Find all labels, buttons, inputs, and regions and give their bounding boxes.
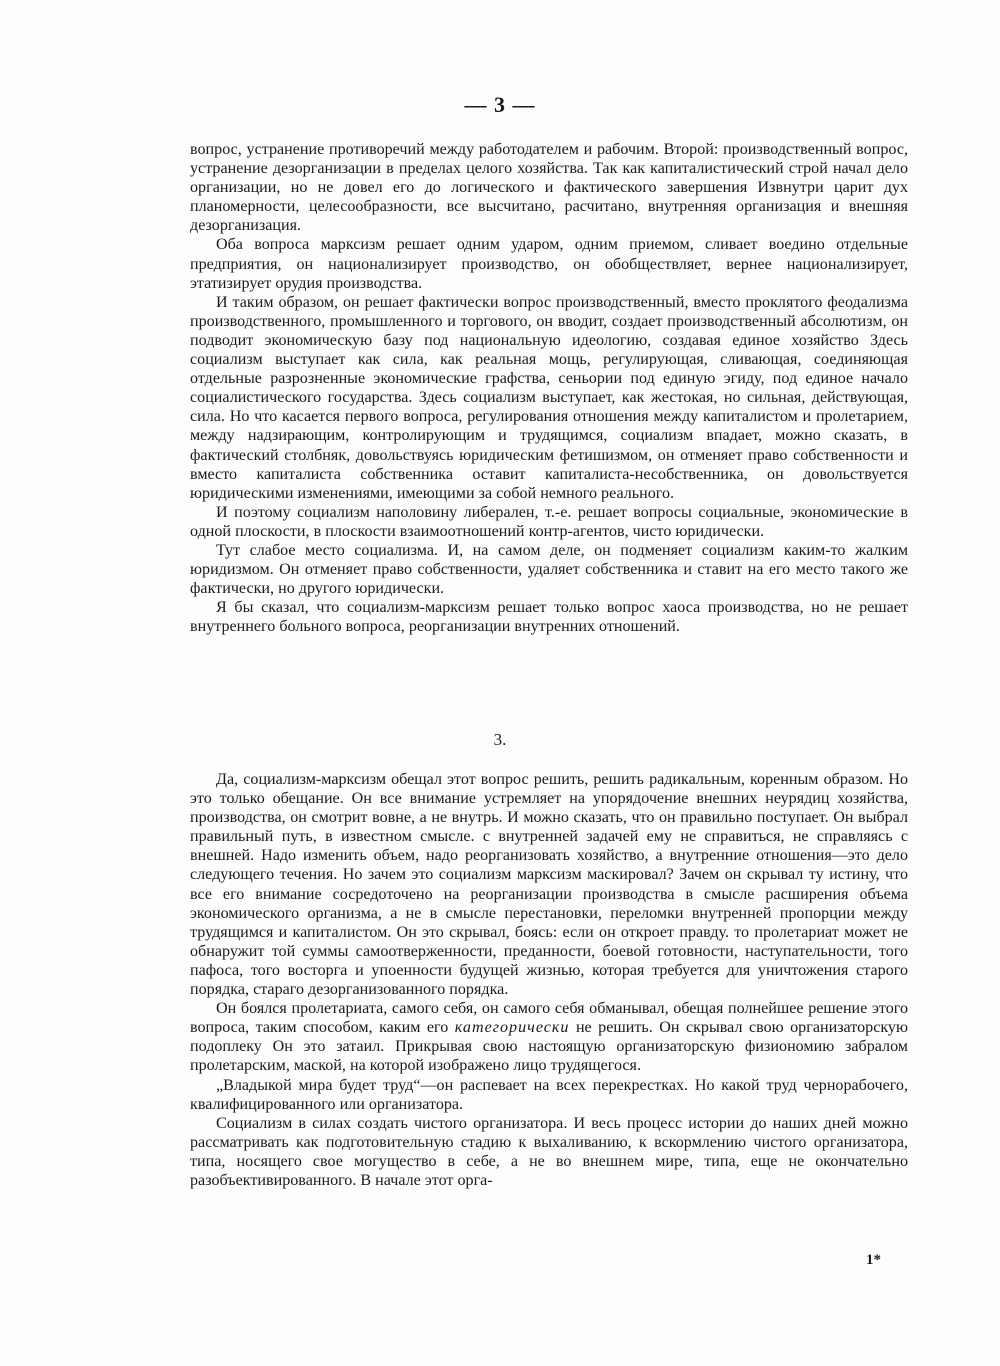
paragraph: „Владыкой мира будет труд“—он распевает на всех перекрестках. Но какой труд чернорабочего, квалифицированного или организатора. bbox=[190, 1076, 908, 1113]
paragraph: И таким образом, он решает фактически вопрос производственный, вместо проклятого феодализма производственного, промышленного и торгового, он вводит, создает производственный абсолютизм, он подводит экономическую базу под национальную идеологию, создавая единое хозяйство Здесь социализм выступает как сила, как реальная мощь, регулирующая, сливающая, соединяющая отдельные разрозненные экономические графства, сеньории под единую эгиду, под единое начало социалистического государства. Здесь социализм выступает, как жестокая, но сильная, действующая, сила. Но что касается первого вопроса, регулирования отношения между капиталистом и пролетарием, между надзирающим, контролирующим и трудящимся, социализм впадает, можно сказать, в фактический столбняк, довольствуясь юридическим фетишизмом, он отменяет право собственности и вместо капиталиста собственника оставит капиталиста-несобственника, он довольствуется юридическими изменениями, имеющими за собой немного реального. bbox=[190, 293, 908, 502]
paragraph bbox=[190, 999, 908, 1075]
section-heading: 3. bbox=[493, 730, 507, 749]
paragraph: Я бы сказал, что социализм-марксизм решает только вопрос хаоса производства, но не решает внутреннего больного вопроса, реорганизации внутренних отношений. bbox=[190, 599, 908, 636]
text-run: Он боялся пролетариата, самого себя, он самого себя обманывал, обещая полнейшее решение этого вопроса, таким способом, каким его bbox=[190, 1000, 908, 1037]
page-number: — 3 — bbox=[464, 92, 536, 117]
paragraph: И поэтому социализм наполовину либерален, т.-е. решает вопросы социальные, экономические в одной плоскости, в плоскости взаимоотношений контр-агентов, чисто юридически. bbox=[190, 503, 908, 540]
paragraph: Тут слабое место социализма. И, на самом деле, он подменяет социализм каким-то жалким юридизмом. Он отменяет право собственности, удаляет собственника и ставит на его место такого же фактически, но другого юридически. bbox=[190, 541, 908, 598]
section-continuation bbox=[190, 140, 908, 636]
paragraph: Да, социализм-марксизм обещал этот вопрос решить, решить радикальным, коренным образом. Но это только обещание. Он все внимание устремляет на упорядочение внешних неурядиц хозяйства, производства, он смотрит вовне, а не внутрь. И можно сказать, что он правильно поступает. Он выбрал правильный путь, в известном смысле. с внутренней задачей ему не справиться, не справляясь с внешней. Надо изменить объем, надо реорганизовать хозяйство, а внутренние отношения—это дело следующего течения. Но зачем это социализм марксизм маскировал? Зачем он скрывал ту истину, что все его внимание сосредоточено на реорганизации производства в смысле расширения объема экономического организма, а не в смысле перестановки, переломки внутренней пропорции между трудящимся и капиталистом. Он это скрывал, боясь: если он откроет правду. то пролетариат может не обнаружит той суммы самоотверженности, преданности, боевой готовности, наступательности, того пафоса, того восторга и упоенности будущей жизнью, которая требуется для уничтожения старого порядка, стараго дезорганизованного порядка. bbox=[190, 771, 908, 999]
paragraph: Социализм в силах создать чистого организатора. И весь процесс истории до наших дней можно рассматривать как подготовительную стадию к выхаливанию, к вскормлению чистого организатора, типа, носящего свое могущество в себе, а не во внешнем мире, типа, еще не окончательно разобъективированного. В начале этот орга- bbox=[190, 1114, 908, 1189]
text-run: не решить. Он скрывал свою организаторскую подоплеку Он это затаил. Прикрывая свою настоящую организаторскую физиономию забралом пролетарским, маской, на которой изображено лицо трудящегося. bbox=[190, 1019, 908, 1075]
paragraph: вопрос, устранение противоречий между работодателем и рабочим. Второй: производственный вопрос, устранение дезорганизации в пределах целого хозяйства. Так как капиталистический строй начал дело организации, но не довел его до логического и фактического завершения Извнутри царит дух планомерности, целесообразности, все высчитано, расчитано, внутренняя организация и внешняя дезорганизация. bbox=[190, 141, 908, 235]
section-3-body bbox=[190, 770, 908, 1190]
printer-signature-mark: 1* bbox=[866, 1252, 881, 1268]
emphasized-word: категорически bbox=[454, 1019, 570, 1037]
paragraph: Оба вопроса марксизм решает одним ударом, одним приемом, сливает воедино отдельные предприятия, он национализирует производство, он обобществляет, вернее национализирует, этатизирует орудия производства. bbox=[190, 236, 908, 292]
